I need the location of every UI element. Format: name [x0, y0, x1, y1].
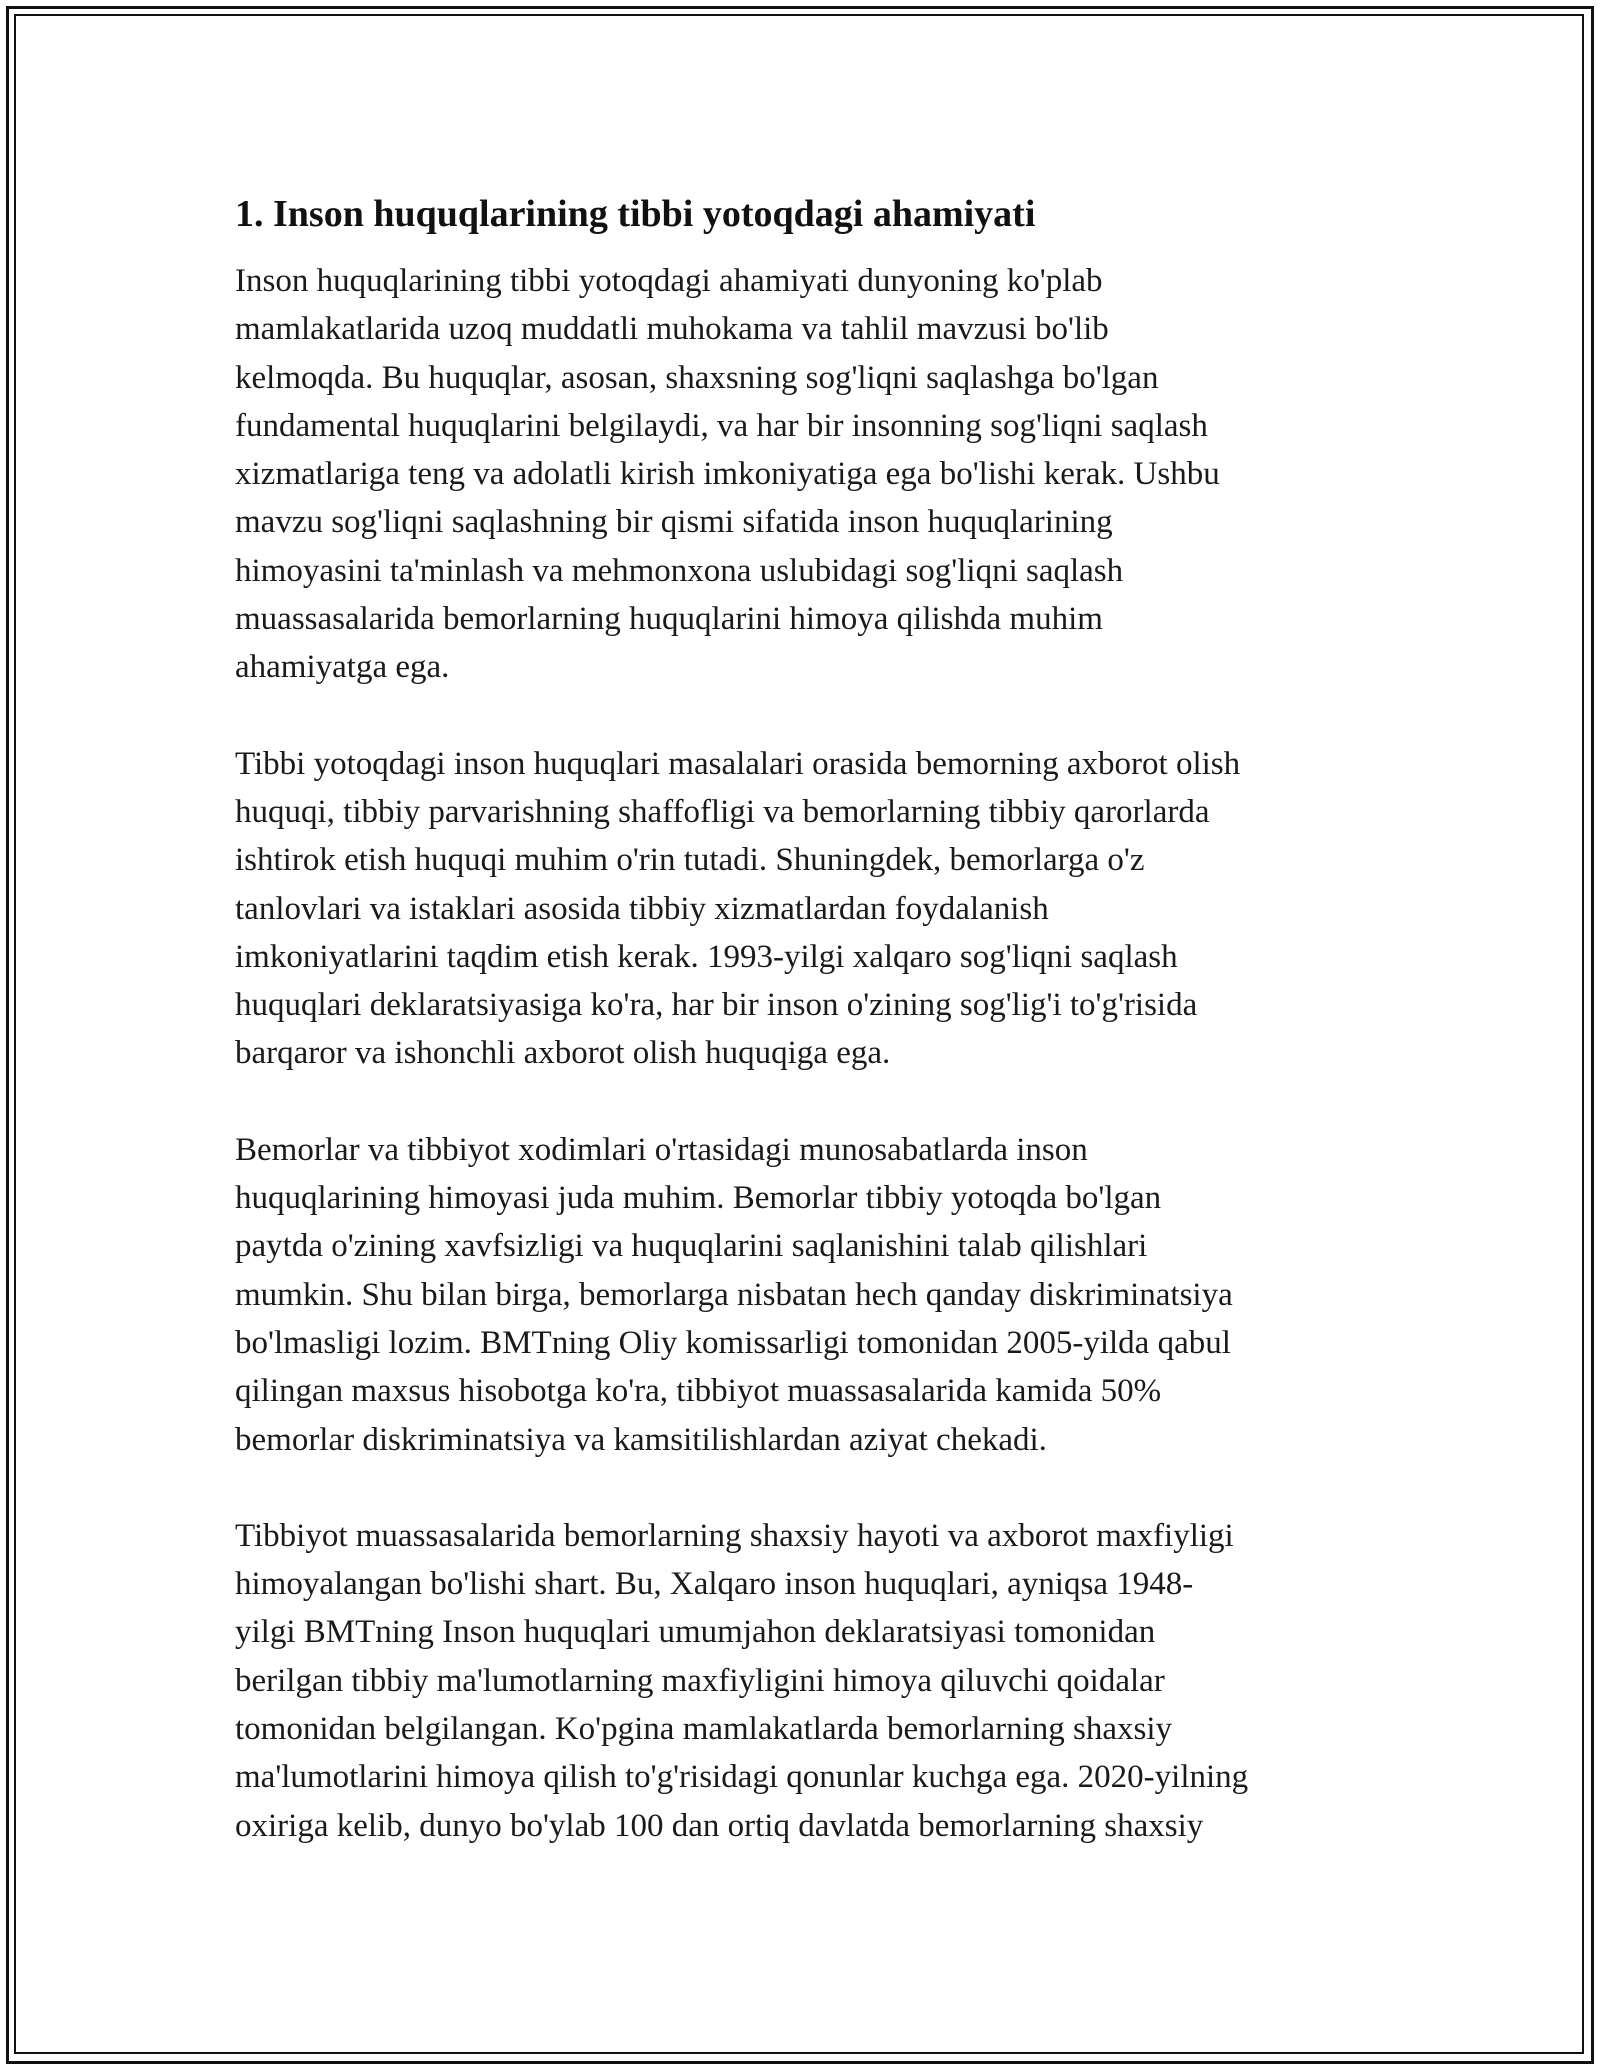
- text-line: bo'lmasligi lozim. BMTning Oliy komissarligi tomonidan 2005-yilda qabul: [235, 1324, 1231, 1361]
- paragraph-1: [235, 257, 1385, 692]
- text-line: himoyalangan bo'lishi shart. Bu, Xalqaro inson huquqlari, ayniqsa 1948-: [235, 1566, 1194, 1603]
- text-line: ma'lumotlarini himoya qilish to'g'risidagi qonunlar kuchga ega. 2020-yilning: [235, 1759, 1249, 1796]
- text-line: barqaror va ishonchli axborot olish huquqiga ega.: [235, 1035, 891, 1072]
- text-line: imkoniyatlarini taqdim etish kerak. 1993-yilgi xalqaro sog'liqni saqlash: [235, 938, 1178, 975]
- text-line: oxiriga kelib, dunyo bo'ylab 100 dan ortiq davlatda bemorlarning shaxsiy: [235, 1807, 1204, 1844]
- text-line: berilgan tibbiy ma'lumotlarning maxfiyligini himoya qiluvchi qoidalar: [235, 1662, 1165, 1699]
- text-line: Tibbiyot muassasalarida bemorlarning shaxsiy hayoti va axborot maxfiyligi: [235, 1517, 1234, 1554]
- text-line: kelmoqda. Bu huquqlar, asosan, shaxsning sog'liqni saqlashga bo'lgan: [235, 359, 1159, 396]
- text-line: Bemorlar va tibbiyot xodimlari o'rtasidagi munosabatlarda inson: [235, 1131, 1088, 1168]
- document-title: 1. Inson huquqlarining tibbi yotoqdagi ahamiyati: [235, 193, 1036, 235]
- text-line: huquqi, tibbiy parvarishning shaffofligi va bemorlarning tibbiy qarorlarda: [235, 793, 1210, 830]
- text-line: yilgi BMTning Inson huquqlari umumjahon deklaratsiyasi tomonidan: [235, 1614, 1156, 1651]
- document-body: [235, 185, 1385, 1898]
- text-line: ahamiyatga ega.: [235, 649, 450, 686]
- text-line: huquqlarining himoyasi juda muhim. Bemorlar tibbiy yotoqda bo'lgan: [235, 1180, 1162, 1217]
- text-line: mamlakatlarida uzoq muddatli muhokama va tahlil mavzusi bo'lib: [235, 311, 1109, 348]
- text-line: xizmatlariga teng va adolatli kirish imkoniyatiga ega bo'lishi kerak. Ushbu: [235, 456, 1220, 493]
- text-line: paytda o'zining xavfsizligi va huquqlarini saqlanishini talab qilishlari: [235, 1228, 1148, 1265]
- text-line: tanlovlari va istaklari asosida tibbiy xizmatlardan foydalanish: [235, 890, 1049, 927]
- paragraph-4: [235, 1512, 1385, 1850]
- text-line: ishtirok etish huquqi muhim o'rin tutadi. Shuningdek, bemorlarga o'z: [235, 842, 1145, 879]
- text-line: Inson huquqlarining tibbi yotoqdagi ahamiyati dunyoning ko'plab: [235, 263, 1103, 299]
- text-line: fundamental huquqlarini belgilaydi, va har bir insonning sog'liqni saqlash: [235, 407, 1208, 444]
- text-line: Tibbi yotoqdagi inson huquqlari masalalari orasida bemorning axborot olish: [235, 745, 1241, 782]
- text-line: mavzu sog'liqni saqlashning bir qismi sifatida inson huquqlarining: [235, 504, 1113, 541]
- paragraph-2: [235, 740, 1385, 1078]
- text-line: mumkin. Shu bilan birga, bemorlarga nisbatan hech qanday diskriminatsiya: [235, 1276, 1233, 1313]
- text-line: huquqlari deklaratsiyasiga ko'ra, har bir inson o'zining sog'lig'i to'g'risida: [235, 987, 1198, 1024]
- text-line: bemorlar diskriminatsiya va kamsitilishlardan aziyat chekadi.: [235, 1421, 1047, 1458]
- text-line: himoyasini ta'minlash va mehmonxona uslubidagi sog'liqni saqlash: [235, 552, 1124, 589]
- text-line: qilingan maxsus hisobotga ko'ra, tibbiyot muassasalarida kamida 50%: [235, 1373, 1162, 1410]
- text-line: muassasalarida bemorlarning huquqlarini himoya qilishda muhim: [235, 601, 1103, 638]
- paragraph-3: [235, 1126, 1385, 1464]
- text-line: tomonidan belgilangan. Ko'pgina mamlakatlarda bemorlarning shaxsiy: [235, 1711, 1173, 1748]
